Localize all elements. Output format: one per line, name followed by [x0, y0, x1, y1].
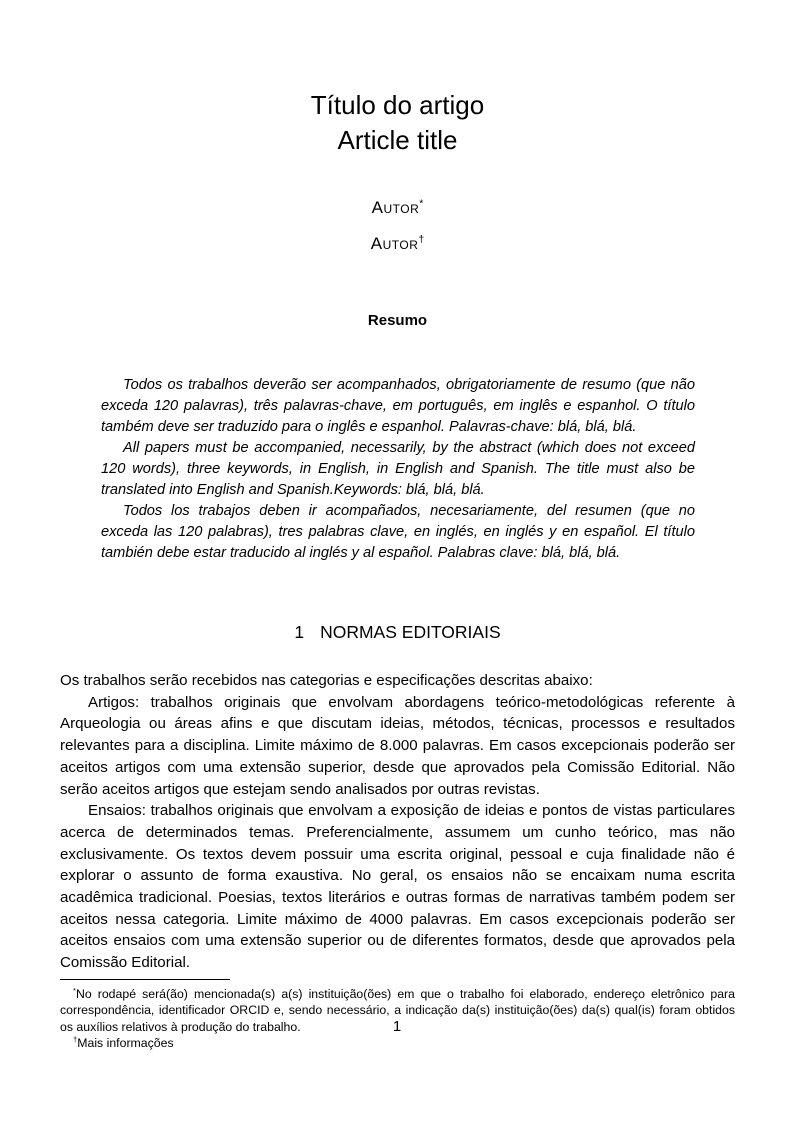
- footnote-2-mark: †: [73, 1035, 78, 1045]
- author-line-1: [60, 196, 735, 220]
- section-title: NORMAS EDITORIAIS: [320, 622, 501, 642]
- article-title-en: Article title: [337, 125, 458, 155]
- abstract-paragraph-pt: Todos os trabalhos deverão ser acompanhados, obrigatoriamente de resumo (que não exceda 120 palavras), três palavras-chave, em português, em inglês e espanhol. O título também deve ser traduzido para o inglês e espanhol. Palavras-chave: blá, blá, blá.: [101, 377, 695, 435]
- section-number: 1: [294, 622, 305, 642]
- author-name-2: Autor: [370, 234, 419, 253]
- footnote-2: [60, 1035, 735, 1052]
- author-footnote-mark-dagger: †: [418, 233, 425, 246]
- footnote-2-body: Mais informações: [77, 1036, 174, 1051]
- footnotes-block: [60, 979, 735, 1052]
- page-number: 1: [392, 1018, 402, 1035]
- footnote-2-text: [60, 1035, 735, 1052]
- abstract-heading: Resumo: [367, 312, 428, 329]
- footnote-1-mark: *: [73, 985, 76, 995]
- body-paragraph-intro: Os trabalhos serão recebidos nas categorias e especificações descritas abaixo:: [60, 672, 593, 689]
- body-paragraph-ensaios: Ensaios: trabalhos originais que envolvam a exposição de ideias e pontos de vistas particulares acerca de determinados temas. Preferencialmente, assumem um cunho teórico, mas não exclusivamente. Os textos devem possuir uma escrita original, pessoal e cuja finalidade não é explorar o assunto de forma exaustiva. No geral, os ensaios não se encaixam numa escrita acadêmica tradicional. Poesias, textos literários e outras formas de narrativas também podem ser aceitos nessa categoria. Limite máximo de 4000 palavras. Em casos excepcionais poderão ser aceitos ensaios com uma extensão superior ou de diferentes formatos, desde que aprovados pela Comissão Editorial.: [60, 802, 735, 972]
- authors-block: [60, 196, 735, 256]
- author-footnote-mark-asterisk: *: [419, 197, 424, 210]
- section-heading: [60, 622, 735, 643]
- footnote-rule: [60, 979, 230, 980]
- footnote-1-body: No rodapé será(ão) mencionada(s) a(s) instituição(ões) em que o trabalho foi elaborado, endereço eletrônico para correspondência, identificador ORCID e, sendo necessário, a indicação da(s) instituição(ões) da(s) qual(is) foram obtidos os auxílios relativos à produção do trabalho.: [60, 986, 735, 1034]
- body-text: [60, 670, 735, 974]
- abstract-paragraph-es: Todos los trabajos deben ir acompañados, necesariamente, del resumen (que no exceda las 120 palabras), tres palabras clave, en inglés, en inglés y en español. El título también debe estar traducido al inglés y al español. Palabras clave: blá, blá, blá.: [101, 503, 695, 561]
- abstract-block: [101, 375, 695, 564]
- body-paragraph-artigos: Artigos: trabalhos originais que envolvam abordagens teórico-metodológicas referente à Arqueologia ou áreas afins e que discutam ideias, métodos, técnicas, processos e resultados relevantes para a disciplina. Limite máximo de 8.000 palavras. Em casos excepcionais poderão ser aceitos artigos com uma extensão superior, desde que aprovados pela Comissão Editorial. Não serão aceitos artigos que estejam sendo analisados por outras revistas.: [60, 693, 735, 798]
- article-title: [60, 88, 735, 158]
- article-title-pt: Título do artigo: [310, 90, 485, 120]
- author-name-1: Autor: [371, 198, 420, 217]
- author-line-2: [60, 232, 735, 256]
- abstract-paragraph-en: All papers must be accompanied, necessarily, by the abstract (which does not exceed 120 words), three keywords, in English, in English and Spanish. The title must also be translated into English and Spanish.Keywords: blá, blá, blá.: [101, 440, 695, 498]
